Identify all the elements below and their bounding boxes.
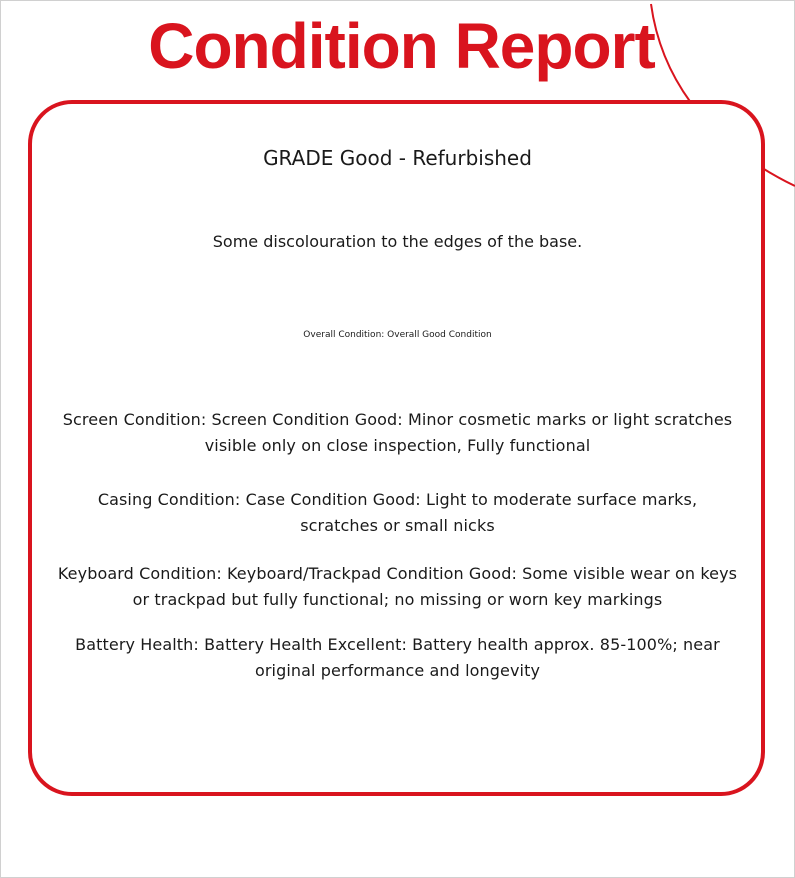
battery-health: Battery Health: Battery Health Excellent: Battery health approx. 85-100%; near original performance and longevity — [75, 635, 720, 680]
screen-condition: Screen Condition: Screen Condition Good: Minor cosmetic marks or light scratches visible only on close inspection, Fully functional — [62, 410, 733, 455]
grade-label: GRADE Good - Refurbished — [263, 146, 532, 170]
page-title: Condition Report — [148, 10, 655, 82]
casing-condition: Casing Condition: Case Condition Good: Light to moderate surface marks, scratches or small nicks — [97, 490, 698, 535]
condition-note: Some discolouration to the edges of the base. — [212, 232, 583, 251]
overall-condition: Overall Condition: Overall Good Condition — [303, 330, 492, 340]
keyboard-condition: Keyboard Condition: Keyboard/Trackpad Condition Good: Some visible wear on keys or trackpad but fully functional; no missing or worn key markings — [57, 564, 738, 609]
